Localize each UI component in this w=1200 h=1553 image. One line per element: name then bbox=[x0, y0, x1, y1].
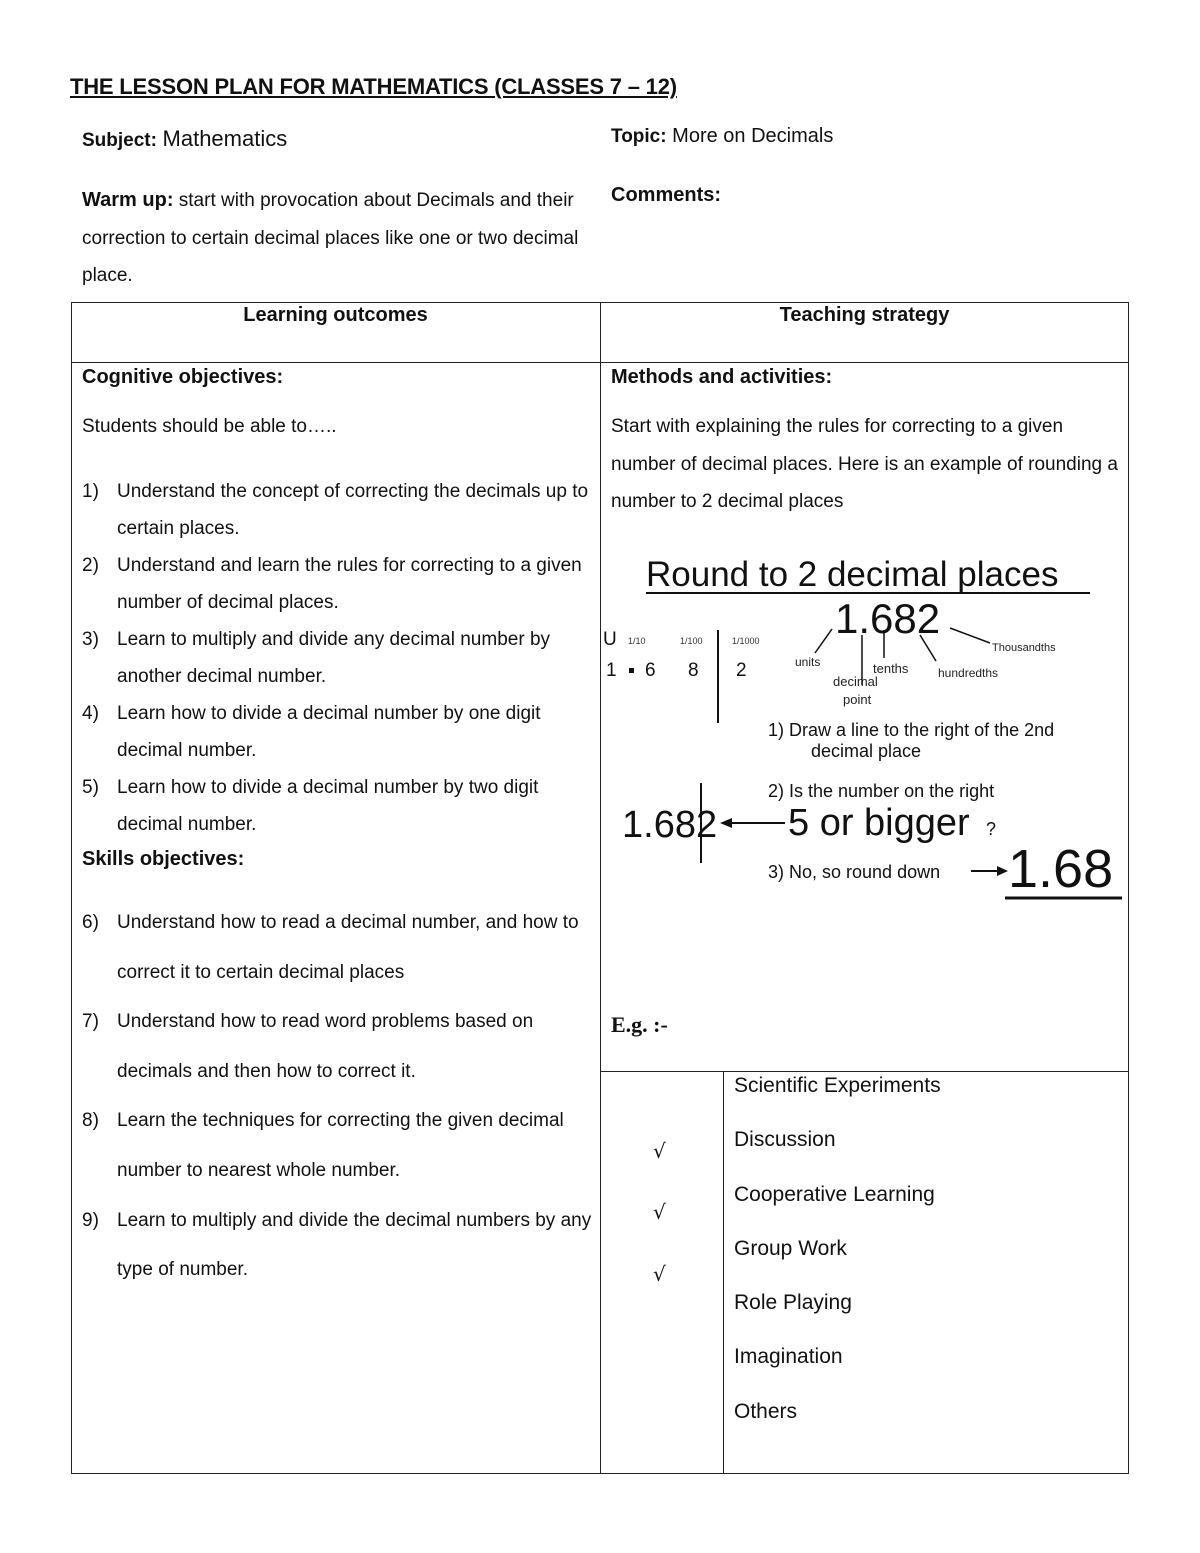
item-text: Understand and learn the rules for correcting to a given number of decimal places. bbox=[117, 555, 582, 613]
item-text: Learn to multiply and divide the decimal numbers by any type of number. bbox=[117, 1209, 592, 1281]
decimal-point-marker bbox=[629, 668, 634, 673]
label-hundredths: hundredths bbox=[938, 666, 999, 680]
item-number: 4) bbox=[82, 703, 99, 724]
comments-label: Comments: bbox=[611, 184, 722, 206]
item-text: Learn how to divide a decimal number by one digit decimal number. bbox=[117, 703, 541, 761]
methods-text: Start with explaining the rules for correcting to a given number of decimal places. Here is an example of rounding a number to 2 decimal places bbox=[611, 416, 1118, 512]
col-units: U bbox=[603, 629, 617, 650]
list-item bbox=[82, 621, 592, 695]
step-3: 3) No, so round down bbox=[768, 862, 941, 882]
item-text: Understand the concept of correcting the decimals up to certain places. bbox=[117, 481, 589, 539]
activity-item: Role Playing bbox=[734, 1291, 852, 1315]
activity-item: Imagination bbox=[734, 1345, 843, 1369]
subject-label: Subject: bbox=[82, 130, 157, 151]
col-tenths: 1/10 bbox=[628, 636, 646, 646]
warm-up bbox=[82, 182, 582, 295]
result-number: 1.68 bbox=[1008, 839, 1114, 899]
item-number: 1) bbox=[82, 481, 99, 502]
warm-up-text: start with provocation about Decimals and their correction to certain decimal places like one or two decimal place. bbox=[82, 190, 579, 286]
label-point: point bbox=[843, 692, 872, 707]
page-title: THE LESSON PLAN FOR MATHEMATICS (CLASSES 7 – 12) bbox=[70, 74, 677, 99]
activity-item: Group Work bbox=[734, 1236, 847, 1260]
label-tenths: tenths bbox=[873, 661, 909, 676]
example-label: E.g. :- bbox=[611, 1012, 668, 1037]
col-hundredths: 1/100 bbox=[680, 636, 703, 646]
digit-1: 1 bbox=[606, 660, 617, 681]
item-number: 8) bbox=[82, 1110, 99, 1132]
skills-heading: Skills objectives: bbox=[82, 848, 245, 870]
digit-8: 8 bbox=[688, 660, 699, 681]
item-text: Learn the techniques for correcting the given decimal number to nearest whole number. bbox=[117, 1110, 564, 1181]
checkmark-icon: √ bbox=[653, 1139, 666, 1163]
list-item bbox=[82, 1196, 592, 1295]
item-text: Learn to multiply and divide any decimal number by another decimal number. bbox=[117, 629, 551, 687]
teaching-strategy-header: Teaching strategy bbox=[779, 304, 950, 326]
list-item bbox=[82, 997, 592, 1096]
big-question: 5 or bigger bbox=[788, 802, 970, 844]
item-number: 6) bbox=[82, 912, 99, 933]
col-thousandths: 1/1000 bbox=[732, 636, 760, 646]
list-item bbox=[82, 473, 592, 547]
comparison-arrowhead bbox=[720, 818, 732, 828]
item-number: 3) bbox=[82, 629, 99, 650]
warm-up-label: Warm up: bbox=[82, 189, 174, 211]
cognitive-intro: Students should be able to….. bbox=[82, 416, 337, 437]
subject-value: Mathematics bbox=[162, 126, 288, 151]
list-item bbox=[82, 769, 592, 843]
label-decimal: decimal bbox=[833, 674, 878, 689]
activity-item: Discussion bbox=[734, 1128, 836, 1152]
label-units: units bbox=[795, 655, 821, 669]
item-text: Understand how to read a decimal number, and how to correct it to certain decimal places bbox=[117, 912, 579, 983]
list-item bbox=[82, 547, 592, 621]
methods-heading: Methods and activities: bbox=[611, 366, 833, 388]
figure-title: Round to 2 decimal places bbox=[646, 555, 1059, 594]
question-mark: ? bbox=[986, 819, 997, 839]
topic-line bbox=[611, 118, 833, 155]
list-item bbox=[82, 898, 592, 997]
cognitive-heading: Cognitive objectives: bbox=[82, 366, 284, 388]
step-2: 2) Is the number on the right bbox=[768, 781, 995, 801]
checkmark-icon: √ bbox=[653, 1200, 666, 1224]
header-divider bbox=[71, 362, 1129, 363]
item-number: 2) bbox=[82, 555, 99, 576]
round-down-arrowhead bbox=[997, 866, 1008, 876]
big-number: 1.682 bbox=[622, 804, 718, 846]
list-item bbox=[82, 695, 592, 769]
item-text: Understand how to read word problems based on decimals and then how to correct it. bbox=[117, 1011, 534, 1082]
step-1-line-b: decimal place bbox=[811, 741, 922, 761]
digit-6: 6 bbox=[645, 660, 656, 681]
checkmark-icon: √ bbox=[653, 1262, 666, 1286]
learning-outcomes-header: Learning outcomes bbox=[243, 304, 428, 326]
item-number: 5) bbox=[82, 777, 99, 798]
topic-label: Topic: bbox=[611, 126, 667, 147]
item-number: 7) bbox=[82, 1011, 99, 1033]
cognitive-list bbox=[82, 473, 592, 843]
figure-number: 1.682 bbox=[835, 595, 941, 642]
label-thousandths: Thousandths bbox=[992, 642, 1056, 654]
item-number: 9) bbox=[82, 1209, 99, 1231]
list-item bbox=[82, 1096, 592, 1195]
rounding-figure bbox=[600, 545, 1128, 910]
step-1-line-a: 1) Draw a line to the right of the 2nd bbox=[768, 720, 1055, 740]
item-text: Learn how to divide a decimal number by two digit decimal number. bbox=[117, 777, 539, 835]
activities-column-divider bbox=[723, 1071, 724, 1474]
subject-line bbox=[82, 120, 287, 159]
activity-item: Scientific Experiments bbox=[734, 1074, 941, 1097]
activities-list bbox=[734, 1068, 941, 1448]
skills-list bbox=[82, 898, 592, 1295]
activity-item: Others bbox=[734, 1399, 798, 1423]
digit-2: 2 bbox=[736, 660, 747, 681]
activity-item: Cooperative Learning bbox=[734, 1182, 935, 1206]
topic-value: More on Decimals bbox=[672, 125, 834, 147]
